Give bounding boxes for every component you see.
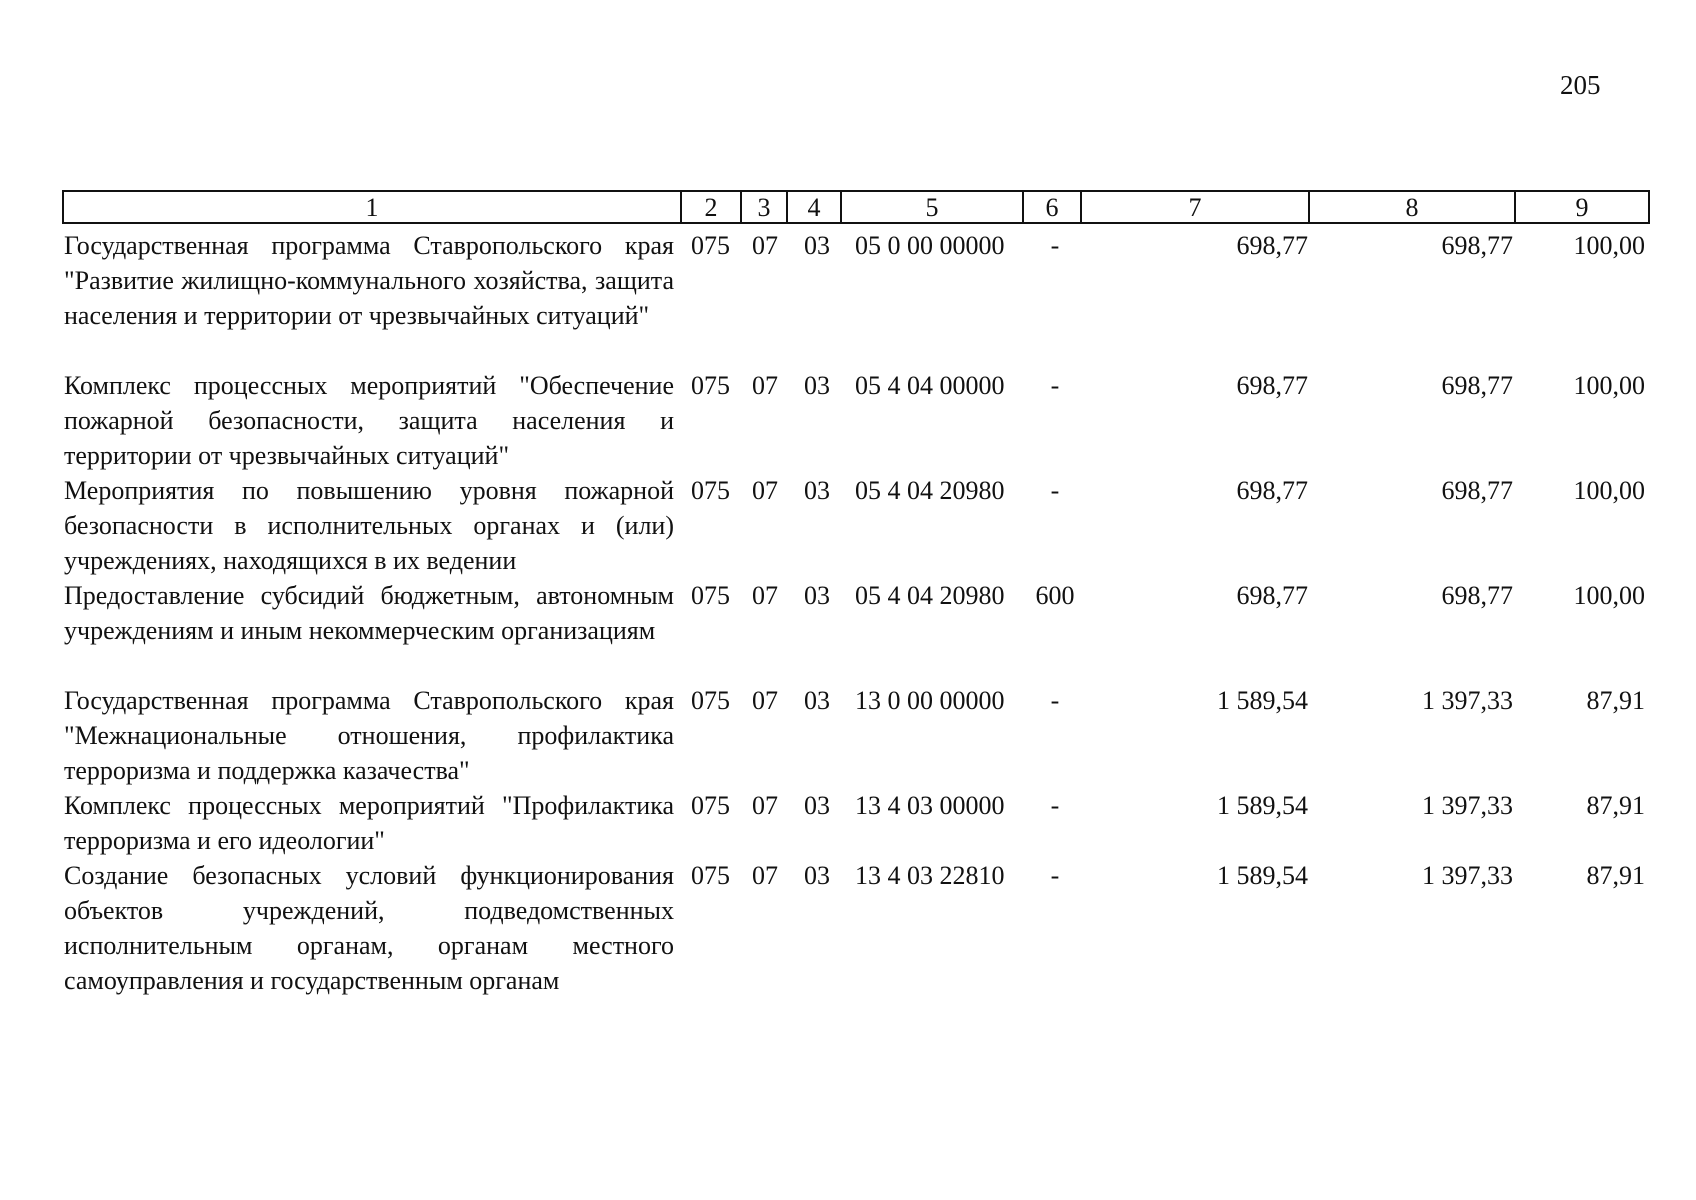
- row-col-5: 13 4 03 22810: [855, 861, 1005, 890]
- row-col-8: 1 397,33: [1422, 861, 1513, 890]
- header-col-9: 9: [1514, 190, 1650, 224]
- row-col-7: 698,77: [1236, 476, 1308, 505]
- row-col-2: 075: [691, 791, 730, 820]
- row-col-7: 1 589,54: [1217, 791, 1308, 820]
- row-col-8: 698,77: [1441, 476, 1513, 505]
- row-col-4: 03: [804, 371, 830, 400]
- row-col-9: 100,00: [1573, 476, 1645, 505]
- table-header: [62, 190, 1650, 226]
- row-col-4: 03: [804, 231, 830, 260]
- row-col-8: 698,77: [1441, 581, 1513, 610]
- row-col-4: 03: [804, 861, 830, 890]
- row-col-9: 87,91: [1586, 861, 1645, 890]
- row-col-5: 13 4 03 00000: [855, 791, 1005, 820]
- row-col-7: 698,77: [1236, 371, 1308, 400]
- row-col-6: -: [1050, 371, 1060, 400]
- row-col-6: -: [1050, 861, 1060, 890]
- row-description: Комплекс процессных мероприятий "Обеспечение пожарной безопасности, защита населения и территории от чрезвычайных ситуаций": [64, 371, 674, 470]
- page-number: 205: [1560, 70, 1601, 100]
- row-col-3: 07: [752, 231, 778, 260]
- row-col-2: 075: [691, 861, 730, 890]
- row-description: Комплекс процессных мероприятий "Профилактика терроризма и его идеологии": [64, 791, 674, 855]
- header-col-4: 4: [786, 190, 842, 224]
- row-col-3: 07: [752, 476, 778, 505]
- row-col-3: 07: [752, 581, 778, 610]
- row-col-6: -: [1050, 476, 1060, 505]
- row-col-6: -: [1050, 686, 1060, 715]
- header-col-3: 3: [740, 190, 788, 224]
- row-col-2: 075: [691, 476, 730, 505]
- row-col-5: 05 4 04 20980: [855, 476, 1005, 505]
- row-col-7: 1 589,54: [1217, 686, 1308, 715]
- header-col-8: 8: [1308, 190, 1516, 224]
- row-col-9: 87,91: [1586, 791, 1645, 820]
- row-col-6: 600: [1035, 581, 1075, 610]
- row-col-7: 698,77: [1236, 231, 1308, 260]
- row-col-3: 07: [752, 861, 778, 890]
- row-col-5: 05 0 00 00000: [855, 231, 1005, 260]
- header-col-5: 5: [840, 190, 1024, 224]
- row-col-9: 100,00: [1573, 371, 1645, 400]
- header-col-1: 1: [62, 190, 682, 224]
- row-col-3: 07: [752, 371, 778, 400]
- row-col-7: 698,77: [1236, 581, 1308, 610]
- row-col-8: 1 397,33: [1422, 686, 1513, 715]
- row-col-2: 075: [691, 581, 730, 610]
- row-col-4: 03: [804, 791, 830, 820]
- row-description: Предоставление субсидий бюджетным, автономным учреждениям и иным некоммерческим организациям: [64, 581, 674, 645]
- row-description: Государственная программа Ставропольского края "Межнациональные отношения, профилактика терроризма и поддержка казачества": [64, 686, 674, 785]
- row-col-9: 87,91: [1586, 686, 1645, 715]
- row-col-5: 05 4 04 00000: [855, 371, 1005, 400]
- row-col-4: 03: [804, 686, 830, 715]
- row-description: Государственная программа Ставропольского края "Развитие жилищно-коммунального хозяйства, защита населения и территории от чрезвычайных ситуаций": [64, 231, 674, 330]
- row-col-8: 698,77: [1441, 231, 1513, 260]
- row-col-6: -: [1050, 231, 1060, 260]
- row-col-2: 075: [691, 371, 730, 400]
- header-col-6: 6: [1022, 190, 1082, 224]
- row-description: Мероприятия по повышению уровня пожарной безопасности в исполнительных органах и (или) учреждениях, находящихся в их ведении: [64, 476, 674, 575]
- row-col-3: 07: [752, 686, 778, 715]
- row-col-3: 07: [752, 791, 778, 820]
- header-col-2: 2: [680, 190, 742, 224]
- row-col-9: 100,00: [1573, 231, 1645, 260]
- row-col-6: -: [1050, 791, 1060, 820]
- row-col-5: 05 4 04 20980: [855, 581, 1005, 610]
- row-col-4: 03: [804, 581, 830, 610]
- row-col-5: 13 0 00 00000: [855, 686, 1005, 715]
- row-col-9: 100,00: [1573, 581, 1645, 610]
- row-col-2: 075: [691, 686, 730, 715]
- row-col-8: 698,77: [1441, 371, 1513, 400]
- row-col-7: 1 589,54: [1217, 861, 1308, 890]
- header-col-7: 7: [1080, 190, 1310, 224]
- row-col-2: 075: [691, 231, 730, 260]
- row-description: Создание безопасных условий функционирования объектов учреждений, подведомственных исполнительным органам, органам местного самоуправления и государственным органам: [64, 861, 674, 995]
- row-col-4: 03: [804, 476, 830, 505]
- row-col-8: 1 397,33: [1422, 791, 1513, 820]
